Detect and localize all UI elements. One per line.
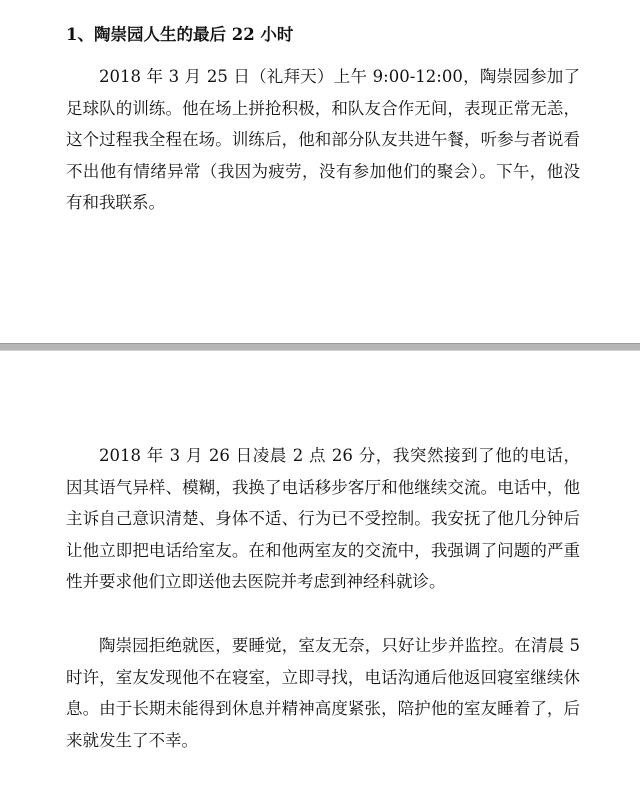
paragraph-march-26-call: 2018 年 3 月 26 日凌晨 2 点 26 分，我突然接到了他的电话，因其语气异样、模糊，我换了电话移步客厅和他继续交流。电话中，他主诉自己意识清楚、身体不适、行为已不受控制。我安抚了他几分钟后让他立即把电话给室友。在和他两室友的交流中，我强调了问题的严重性并要求他们立即送他去医院并考虑到神经科就诊。 — [66, 446, 580, 592]
paragraph-march-25: 2018 年 3 月 25 日（礼拜天）上午 9:00-12:00，陶崇园参加了足球队的训练。他在场上拼抢积极，和队友合作无间，表现正常无恙，这个过程我全程在场。训练后，他和部分队友共进午餐，听参与者说看不出他有情绪异常（我因为疲劳，没有参加他们的聚会）。下午，他没有和我联系。 — [66, 67, 580, 213]
document-page-top — [0, 0, 640, 343]
section-heading: 1、陶崇园人生的最后 22 小时 — [66, 25, 294, 44]
paragraph-refused-treatment: 陶崇园拒绝就医，要睡觉，室友无奈，只好让步并监控。在清晨 5 时许，室友发现他不在寝室，立即寻找，电话沟通后他返回寝室继续休息。由于长期未能得到休息并精神高度紧张，陪护他的室友睡着了，后来就发生了不幸。 — [66, 636, 580, 750]
page-break-divider — [0, 343, 640, 351]
